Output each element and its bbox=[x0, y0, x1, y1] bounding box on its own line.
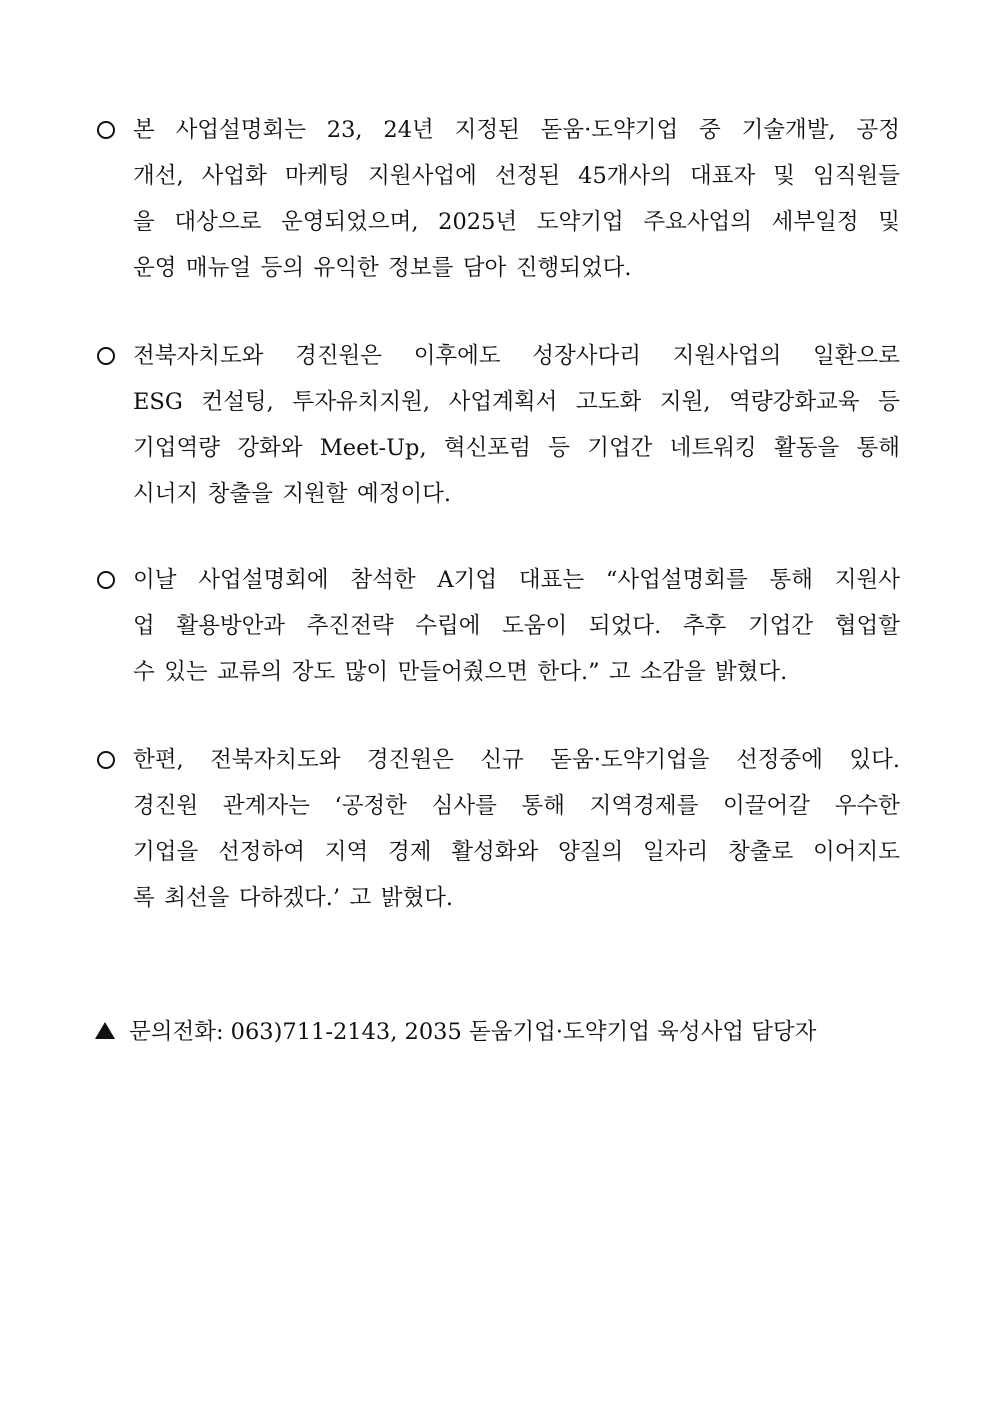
text-line bbox=[133, 379, 900, 425]
word: 주요사업의 bbox=[643, 209, 753, 235]
paragraph-2 bbox=[95, 333, 900, 517]
contact-line bbox=[95, 1009, 816, 1055]
word: 성장사다리 bbox=[532, 343, 641, 369]
word: 경제 bbox=[388, 839, 432, 865]
word: ‘공정한 bbox=[334, 793, 407, 819]
word: 경진원은 bbox=[295, 343, 383, 369]
word: 23, bbox=[326, 117, 363, 143]
word: 지원사업의 bbox=[672, 343, 782, 369]
word: A기업 bbox=[437, 567, 498, 593]
word: 시너지 bbox=[133, 481, 199, 507]
word: 등 bbox=[878, 389, 900, 415]
word: 만들어줬으면 bbox=[397, 659, 529, 685]
text-line bbox=[133, 649, 900, 695]
text-line bbox=[133, 333, 900, 379]
word: 통해 bbox=[769, 567, 813, 593]
word: 개선, bbox=[133, 163, 184, 189]
word: 마케팅 bbox=[284, 163, 351, 189]
word: 선정된 bbox=[494, 163, 561, 189]
word: 활용방안과 bbox=[176, 613, 286, 639]
word: 관계자는 bbox=[222, 793, 310, 819]
word: 수 bbox=[133, 659, 155, 685]
text-line bbox=[133, 829, 900, 875]
word: 등 bbox=[548, 435, 570, 461]
circle-bullet-icon bbox=[95, 107, 125, 153]
word: 돋움·도약기업을 bbox=[550, 747, 710, 773]
word: 운영 bbox=[133, 255, 177, 281]
word: 있는 bbox=[164, 659, 208, 685]
word: 45개사의 bbox=[578, 163, 672, 189]
word: 지역 bbox=[324, 839, 369, 865]
text-line bbox=[133, 425, 900, 471]
word: 장도 bbox=[291, 659, 336, 685]
text-line bbox=[133, 557, 900, 603]
word: 지원할 bbox=[282, 481, 348, 507]
word: 협업할 bbox=[834, 613, 900, 639]
word: 이어지도 bbox=[813, 839, 900, 865]
word: 컨설팅, bbox=[201, 389, 274, 415]
word: 사업화 bbox=[201, 163, 267, 189]
word: 소감을 bbox=[640, 659, 706, 685]
word: 예정이다. bbox=[356, 481, 452, 507]
word: 매뉴얼 bbox=[185, 255, 252, 281]
text-line bbox=[133, 737, 900, 783]
word: 창출로 bbox=[728, 839, 794, 865]
word: “사업설명회를 bbox=[605, 567, 748, 593]
word: 추진전략 bbox=[306, 613, 394, 639]
text-line bbox=[133, 783, 900, 829]
circle-bullet-icon bbox=[95, 333, 125, 379]
word: 투자유치지원, bbox=[292, 389, 431, 415]
word: 임직원들 bbox=[813, 163, 900, 189]
word: 창출을 bbox=[207, 481, 273, 507]
word: 전북자치도와 bbox=[210, 747, 341, 773]
text-line bbox=[133, 603, 900, 649]
word: 지원, bbox=[659, 389, 711, 415]
word: 기업간 bbox=[587, 435, 653, 461]
word: 고 bbox=[349, 885, 372, 911]
word: 중 bbox=[699, 117, 721, 143]
word: 지역경제를 bbox=[589, 793, 699, 819]
word: 수립에 bbox=[415, 613, 481, 639]
word: 등의 bbox=[260, 255, 305, 281]
word: 및 bbox=[878, 209, 900, 235]
word: 지정된 bbox=[454, 117, 520, 143]
word: 이날 bbox=[133, 567, 177, 593]
text-line bbox=[133, 471, 900, 517]
word: 경진원은 bbox=[366, 747, 454, 773]
text-line bbox=[133, 107, 900, 153]
word: 대표는 bbox=[518, 567, 585, 593]
word: 기업간 bbox=[747, 613, 814, 639]
word: 사업설명회는 bbox=[175, 117, 306, 143]
word: 사업계획서 bbox=[448, 389, 558, 415]
word: 고도화 bbox=[575, 389, 642, 415]
word: 통해 bbox=[856, 435, 900, 461]
word: 역량강화교육 bbox=[729, 389, 860, 415]
paragraph-1 bbox=[95, 107, 900, 291]
paragraph-text bbox=[133, 333, 900, 517]
word: 운영되었으며, bbox=[280, 209, 419, 235]
paragraph-4 bbox=[95, 737, 900, 921]
word: 록 bbox=[133, 885, 155, 911]
word: 지원사업에 bbox=[368, 163, 477, 189]
word: 심사를 bbox=[431, 793, 497, 819]
word: 2025년 bbox=[438, 209, 518, 235]
word: 대표자 bbox=[690, 163, 756, 189]
word: 네트워킹 bbox=[669, 435, 757, 461]
word: 있다. bbox=[849, 747, 900, 773]
word: 업 bbox=[133, 613, 155, 639]
word: 공정 bbox=[856, 117, 900, 143]
word: 본 bbox=[133, 117, 155, 143]
word: 일자리 bbox=[643, 839, 709, 865]
word: 참석한 bbox=[350, 567, 416, 593]
word: 및 bbox=[773, 163, 795, 189]
word: 양질의 bbox=[558, 839, 624, 865]
text-line bbox=[133, 199, 900, 245]
word: 많이 bbox=[344, 659, 389, 685]
word: 이후에도 bbox=[413, 343, 501, 369]
word: 이끌어갈 bbox=[723, 793, 810, 819]
word: 한편, bbox=[133, 747, 184, 773]
word: 한다.” bbox=[537, 659, 600, 685]
word: ESG bbox=[133, 389, 183, 415]
word: 신규 bbox=[480, 747, 524, 773]
word: Meet-Up, bbox=[319, 435, 427, 461]
word: 정보를 bbox=[388, 255, 454, 281]
word: 담아 bbox=[462, 255, 507, 281]
word: 최선을 bbox=[164, 885, 230, 911]
word: 우수한 bbox=[834, 793, 900, 819]
word: 사업설명회에 bbox=[198, 567, 329, 593]
text-line bbox=[133, 245, 900, 291]
paragraph-3 bbox=[95, 557, 900, 695]
word: 도약기업 bbox=[536, 209, 624, 235]
word: 교류의 bbox=[217, 659, 283, 685]
word: 다하겠다.’ bbox=[238, 885, 341, 911]
word: 고 bbox=[609, 659, 631, 685]
word: 선정중에 bbox=[735, 747, 823, 773]
word: 밝혔다. bbox=[714, 659, 788, 685]
paragraph-text bbox=[133, 107, 900, 291]
word: 지원사 bbox=[834, 567, 900, 593]
word: 기업역량 bbox=[133, 435, 220, 461]
word: 진행되었다. bbox=[515, 255, 632, 281]
triangle-bullet-icon bbox=[95, 1022, 115, 1039]
word: 기업을 bbox=[133, 839, 199, 865]
word: 기술개발, bbox=[741, 117, 836, 143]
paragraph-text bbox=[133, 557, 900, 695]
text-line bbox=[133, 153, 900, 199]
word: 일환으로 bbox=[812, 343, 900, 369]
word: 돋움·도약기업 bbox=[540, 117, 679, 143]
circle-bullet-icon bbox=[95, 737, 125, 783]
word: 선정하여 bbox=[218, 839, 305, 865]
word: 추후 bbox=[682, 613, 727, 639]
paragraph-text bbox=[133, 737, 900, 921]
word: 통해 bbox=[521, 793, 565, 819]
word: 경진원 bbox=[133, 793, 199, 819]
contact-text: 문의전화: 063)711-2143, 2035 돋움기업·도약기업 육성사업 담당자 bbox=[129, 1019, 817, 1045]
word: 혁신포럼 bbox=[443, 435, 531, 461]
word: 전북자치도와 bbox=[133, 343, 264, 369]
word: 도움이 bbox=[502, 613, 568, 639]
word: 을 bbox=[133, 209, 155, 235]
text-line bbox=[133, 875, 900, 921]
word: 밝혔다. bbox=[380, 885, 454, 911]
circle-bullet-icon bbox=[95, 557, 125, 603]
word: 활동을 bbox=[773, 435, 840, 461]
word: 되었다. bbox=[588, 613, 662, 639]
word: 활성화와 bbox=[451, 839, 539, 865]
word: 세부일정 bbox=[771, 209, 859, 235]
word: 유익한 bbox=[313, 255, 379, 281]
word: 대상으로 bbox=[174, 209, 262, 235]
word: 24년 bbox=[383, 117, 434, 143]
word: 강화와 bbox=[237, 435, 303, 461]
